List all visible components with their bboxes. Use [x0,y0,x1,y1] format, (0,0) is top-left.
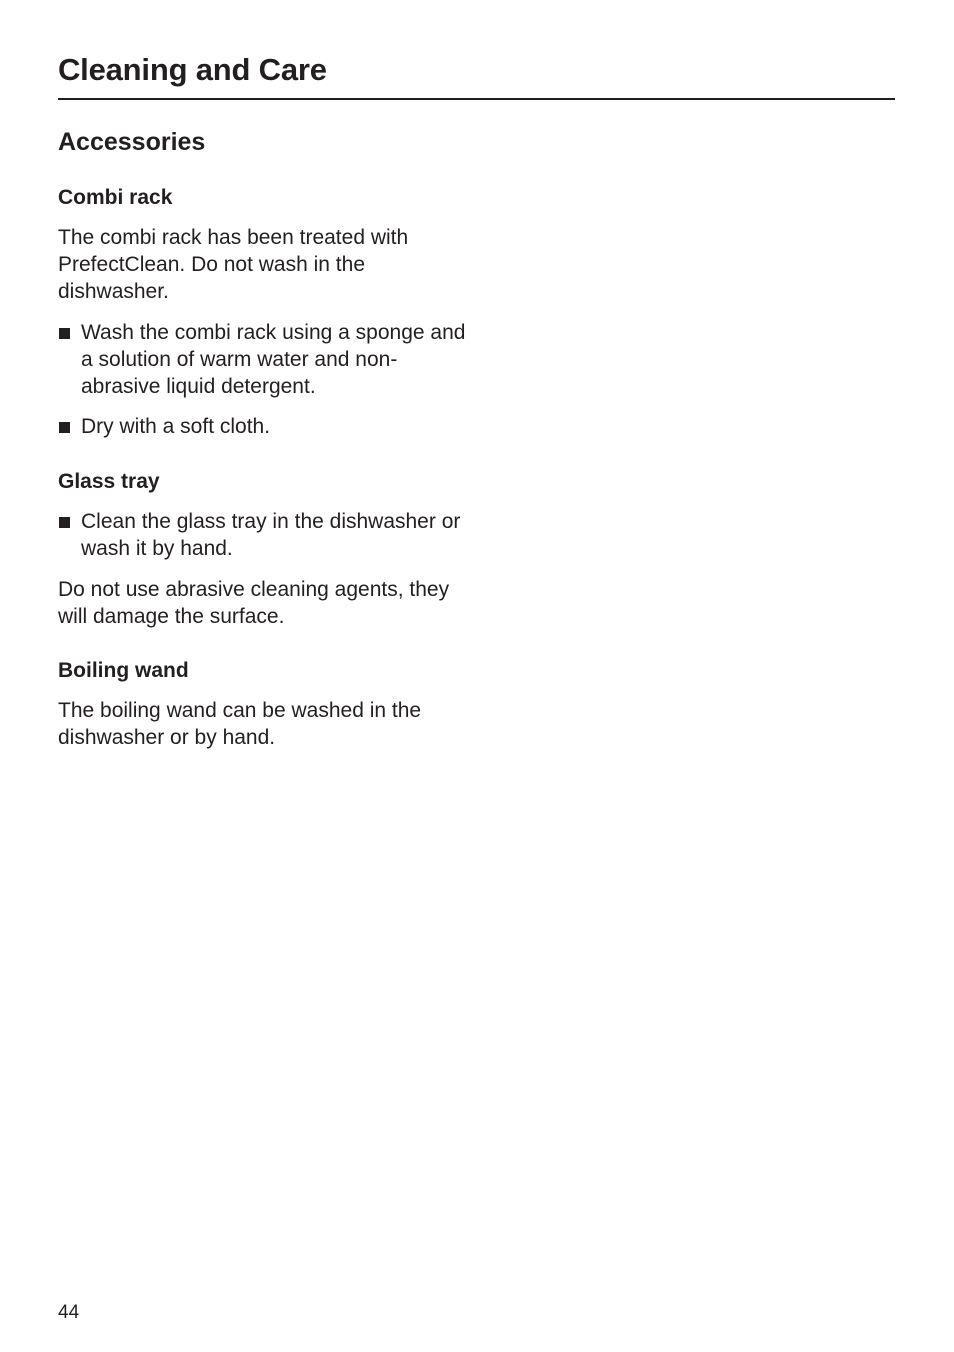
boiling-wand-text: The boiling wand can be washed in the dishwasher or by hand. [58,699,422,749]
combi-rack-intro: The combi rack has been treated with PrefectClean. Do not wash in the dishwasher. [58,226,409,303]
glass-tray-note: Do not use abrasive cleaning agents, they will damage the surface. [58,578,450,628]
combi-rack-steps [58,319,468,440]
list-item [58,508,468,562]
subheading-combi-rack: Combi rack [58,186,173,209]
accessories-section [58,122,468,751]
list-item [58,413,468,440]
list-item-text: Wash the combi rack using a sponge and a solution of warm water and non- abrasive liquid detergent. [81,321,466,398]
title-divider [58,98,895,100]
list-item [58,319,468,400]
page-number: 44 [58,1302,80,1323]
square-bullet-icon [59,517,70,528]
page-title: Cleaning and Care [58,52,327,87]
list-item-text: Dry with a soft cloth. [81,415,271,438]
section-heading-accessories: Accessories [58,128,206,156]
glass-tray-steps [58,508,468,562]
square-bullet-icon [59,328,70,339]
subheading-glass-tray: Glass tray [58,470,160,493]
square-bullet-icon [59,422,70,433]
subheading-boiling-wand: Boiling wand [58,659,189,682]
list-item-text: Clean the glass tray in the dishwasher or wash it by hand. [81,510,461,560]
